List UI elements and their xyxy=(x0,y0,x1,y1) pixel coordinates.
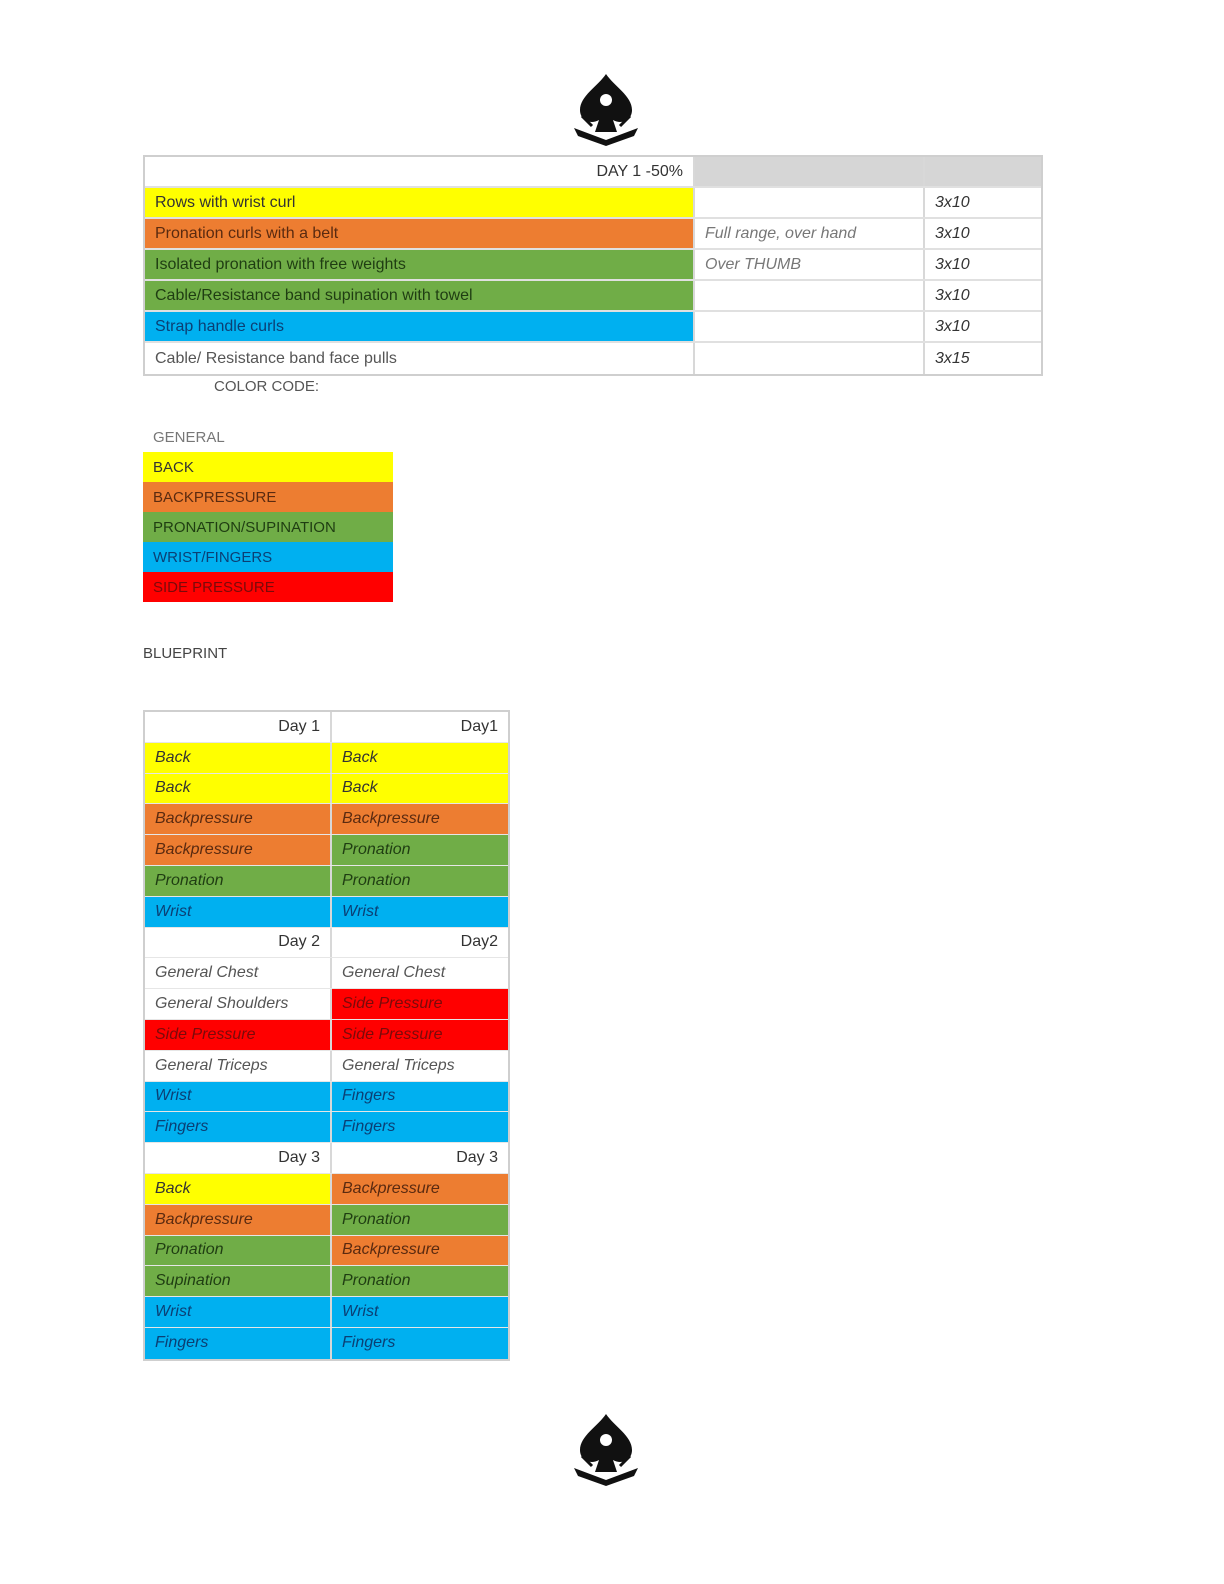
exercise-note: Full range, over hand xyxy=(695,219,925,248)
logo-top xyxy=(568,70,644,150)
blueprint-cell-left: Backpressure xyxy=(145,1205,332,1235)
blueprint-cell-right: Day1 xyxy=(332,712,508,742)
blueprint-row xyxy=(145,835,508,866)
exercise-sets: 3x10 xyxy=(935,286,970,304)
blueprint-row xyxy=(145,1112,508,1143)
blueprint-row xyxy=(145,1051,508,1082)
table-row xyxy=(145,250,1041,281)
exercise-note xyxy=(695,343,925,374)
legend-item: GENERAL xyxy=(143,422,393,452)
table-row xyxy=(145,343,1041,374)
blueprint-row xyxy=(145,1174,508,1205)
blueprint-row xyxy=(145,958,508,989)
blueprint-cell-right: Pronation xyxy=(332,835,508,865)
blueprint-cell-right: Back xyxy=(332,743,508,773)
exercise-note xyxy=(695,188,925,217)
blueprint-cell-right: Day2 xyxy=(332,928,508,958)
blueprint-row xyxy=(145,1236,508,1267)
color-code-label: COLOR CODE: xyxy=(214,378,320,395)
blueprint-cell-left: Wrist xyxy=(145,1082,332,1112)
blueprint-row xyxy=(145,774,508,805)
blueprint-row xyxy=(145,1328,508,1359)
blueprint-cell-right: Backpressure xyxy=(332,1236,508,1266)
exercise-note: Over THUMB xyxy=(695,250,925,279)
exercise-name: Strap handle curls xyxy=(145,312,695,341)
blueprint-row xyxy=(145,743,508,774)
exercise-name: Cable/Resistance band supination with towel xyxy=(145,281,695,310)
blueprint-row xyxy=(145,1020,508,1051)
legend-item: SIDE PRESSURE xyxy=(143,572,393,602)
blueprint-cell-left: Side Pressure xyxy=(145,1020,332,1050)
blueprint-cell-right: Pronation xyxy=(332,1205,508,1235)
blueprint-cell-left: Pronation xyxy=(145,866,332,896)
blueprint-cell-left: Pronation xyxy=(145,1236,332,1266)
blueprint-label: BLUEPRINT xyxy=(143,645,228,662)
legend-item: PRONATION/SUPINATION xyxy=(143,512,393,542)
exercise-sets: 3x15 xyxy=(935,349,970,367)
exercise-name: Cable/ Resistance band face pulls xyxy=(145,343,695,374)
blueprint-row xyxy=(145,1297,508,1328)
blueprint-cell-left: General Chest xyxy=(145,958,332,988)
spade-logo-icon xyxy=(568,70,644,150)
blueprint-cell-right: Pronation xyxy=(332,1266,508,1296)
workout-day-title: DAY 1 -50% xyxy=(145,157,695,186)
logo-bottom xyxy=(568,1410,644,1490)
blueprint-row xyxy=(145,866,508,897)
blueprint-row xyxy=(145,1266,508,1297)
spade-logo-icon xyxy=(568,1410,644,1490)
legend-item: BACKPRESSURE xyxy=(143,482,393,512)
blueprint-row xyxy=(145,989,508,1020)
blueprint-row xyxy=(145,897,508,928)
blueprint-cell-left: Backpressure xyxy=(145,835,332,865)
blueprint-cell-right: Backpressure xyxy=(332,1174,508,1204)
blueprint-cell-right: Side Pressure xyxy=(332,989,508,1019)
blueprint-cell-right: Wrist xyxy=(332,1297,508,1327)
blueprint-cell-left: Back xyxy=(145,1174,332,1204)
blueprint-cell-left: Fingers xyxy=(145,1112,332,1142)
legend-item: BACK xyxy=(143,452,393,482)
workout-table-header xyxy=(145,157,1041,188)
blueprint-row xyxy=(145,1082,508,1113)
blueprint-cell-left: Day 3 xyxy=(145,1143,332,1173)
blueprint-cell-left: Day 1 xyxy=(145,712,332,742)
exercise-sets: 3x10 xyxy=(935,255,970,273)
blueprint-cell-right: Side Pressure xyxy=(332,1020,508,1050)
blueprint-cell-left: Wrist xyxy=(145,897,332,927)
blueprint-cell-left: Wrist xyxy=(145,1297,332,1327)
blueprint-cell-right: Wrist xyxy=(332,897,508,927)
blueprint-cell-left: Fingers xyxy=(145,1328,332,1359)
blueprint-day-header xyxy=(145,928,508,959)
blueprint-cell-left: General Triceps xyxy=(145,1051,332,1081)
blueprint-cell-left: Back xyxy=(145,743,332,773)
table-row xyxy=(145,281,1041,312)
exercise-sets: 3x10 xyxy=(935,317,970,335)
blueprint-row xyxy=(145,804,508,835)
exercise-note xyxy=(695,312,925,341)
blueprint-cell-right: Fingers xyxy=(332,1328,508,1359)
blueprint-cell-left: Supination xyxy=(145,1266,332,1296)
blueprint-cell-right: General Chest xyxy=(332,958,508,988)
blueprint-cell-left: General Shoulders xyxy=(145,989,332,1019)
workout-table xyxy=(143,155,1043,376)
blueprint-cell-left: Backpressure xyxy=(145,804,332,834)
table-row xyxy=(145,188,1041,219)
header-sets-cell xyxy=(925,157,1041,186)
exercise-name: Rows with wrist curl xyxy=(145,188,695,217)
table-row xyxy=(145,312,1041,343)
blueprint-cell-right: Back xyxy=(332,774,508,804)
blueprint-cell-right: Pronation xyxy=(332,866,508,896)
exercise-name: Pronation curls with a belt xyxy=(145,219,695,248)
blueprint-cell-right: Day 3 xyxy=(332,1143,508,1173)
header-note-cell xyxy=(695,157,925,186)
blueprint-cell-right: Fingers xyxy=(332,1082,508,1112)
exercise-name: Isolated pronation with free weights xyxy=(145,250,695,279)
blueprint-cell-left: Day 2 xyxy=(145,928,332,958)
legend-item: WRIST/FINGERS xyxy=(143,542,393,572)
exercise-sets: 3x10 xyxy=(935,224,970,242)
table-row xyxy=(145,219,1041,250)
blueprint-cell-right: General Triceps xyxy=(332,1051,508,1081)
blueprint-day-header xyxy=(145,712,508,743)
color-legend xyxy=(143,422,393,602)
blueprint-day-header xyxy=(145,1143,508,1174)
blueprint-table xyxy=(143,710,510,1361)
blueprint-cell-left: Back xyxy=(145,774,332,804)
blueprint-row xyxy=(145,1205,508,1236)
blueprint-cell-right: Fingers xyxy=(332,1112,508,1142)
exercise-note xyxy=(695,281,925,310)
blueprint-cell-right: Backpressure xyxy=(332,804,508,834)
exercise-sets: 3x10 xyxy=(935,193,970,211)
